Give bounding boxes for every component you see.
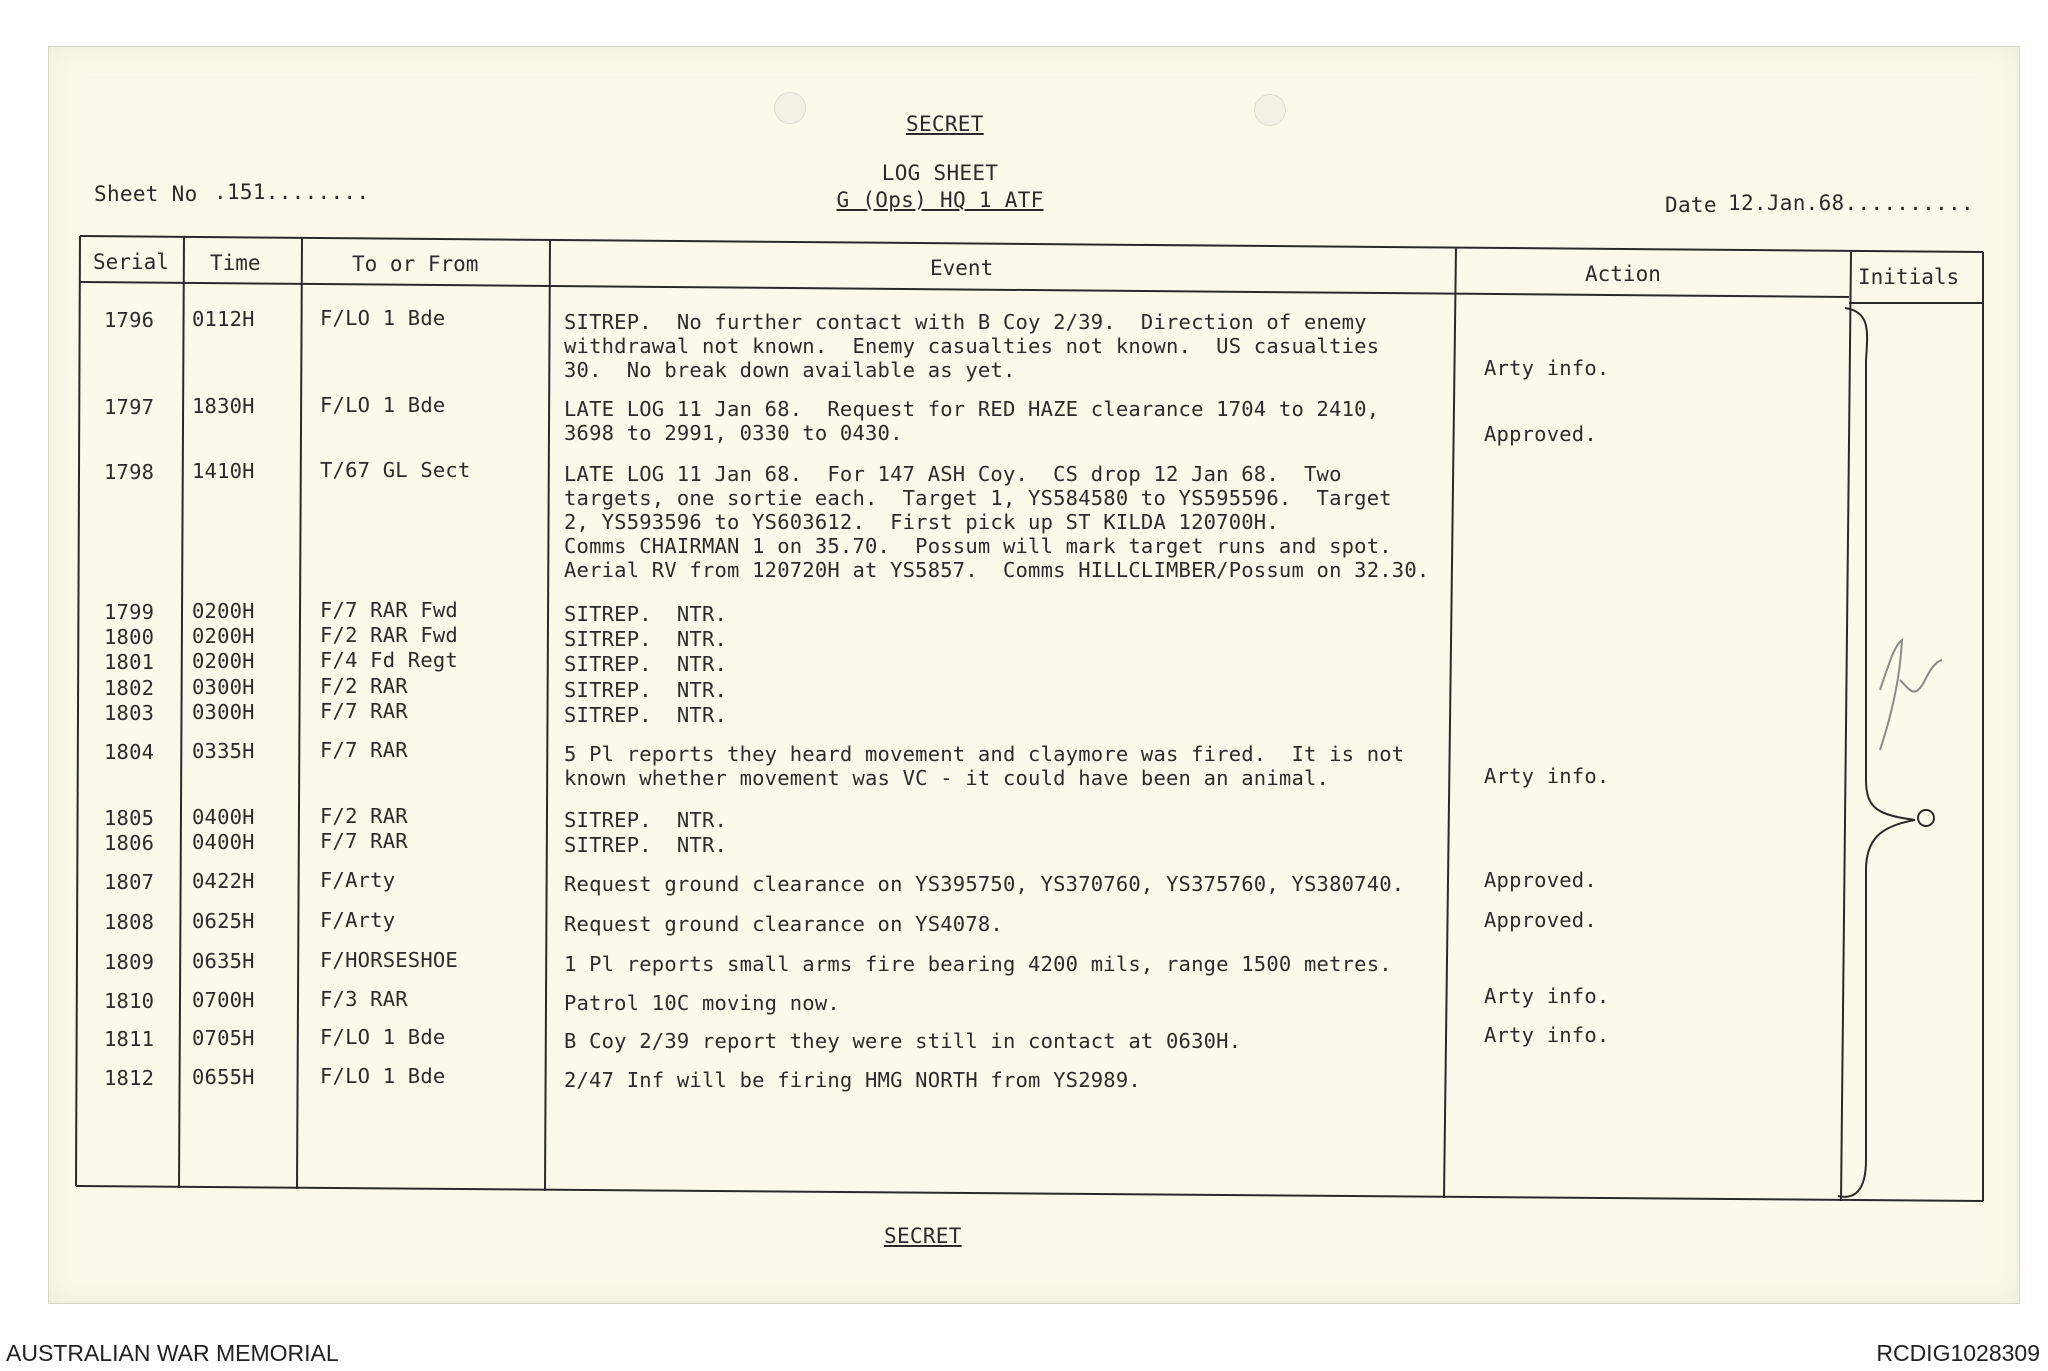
row-serial: 1802 — [104, 675, 155, 700]
column-header-to-or-from: To or From — [352, 252, 479, 276]
row-time: 0200H — [192, 649, 255, 674]
row-event-line: SITREP. NTR. — [564, 652, 728, 677]
row-time: 0422H — [192, 869, 255, 894]
sheet-number-label: Sheet No — [94, 182, 198, 206]
row-to-or-from: F/7 RAR — [320, 699, 408, 724]
row-event-line: targets, one sortie each. Target 1, YS584580 to YS595596. Target — [564, 486, 1392, 511]
row-time: 0705H — [192, 1026, 255, 1051]
sheet-number-value: .151........ — [214, 180, 370, 204]
row-time: 0335H — [192, 739, 255, 764]
row-event-line: LATE LOG 11 Jan 68. Request for RED HAZE clearance 1704 to 2410, — [564, 397, 1380, 422]
row-time: 0635H — [192, 949, 255, 974]
row-event-line: Patrol 10C moving now. — [564, 991, 840, 1016]
punch-hole-left — [774, 92, 806, 124]
row-to-or-from: F/4 Fd Regt — [320, 648, 458, 673]
row-serial: 1807 — [104, 869, 155, 894]
row-time: 0625H — [192, 909, 255, 934]
row-to-or-from: F/LO 1 Bde — [320, 393, 446, 418]
archive-identifier: RCDIG1028309 — [1876, 1340, 2040, 1366]
row-event-line: known whether movement was VC - it could have been an animal. — [564, 766, 1330, 791]
row-event-line: withdrawal not known. Enemy casualties not known. US casualties — [564, 334, 1380, 359]
row-event-line: 1 Pl reports small arms fire bearing 4200 mils, range 1500 metres. — [564, 952, 1392, 977]
unit-title: G (Ops) HQ 1 ATF — [836, 188, 1044, 212]
row-event-line: SITREP. NTR. — [564, 678, 728, 703]
date-label: Date — [1665, 193, 1717, 217]
row-event-line: 2, YS593596 to YS603612. First pick up ST KILDA 120700H. — [564, 510, 1279, 535]
row-event-line: 3698 to 2991, 0330 to 0430. — [564, 421, 903, 446]
row-serial: 1810 — [104, 988, 155, 1013]
row-to-or-from: F/LO 1 Bde — [320, 306, 446, 331]
row-time: 0400H — [192, 830, 255, 855]
row-event-line: SITREP. NTR. — [564, 627, 728, 652]
row-serial: 1800 — [104, 624, 155, 649]
row-event-line: B Coy 2/39 report they were still in contact at 0630H. — [564, 1029, 1242, 1054]
row-action: Arty info. — [1484, 1023, 1610, 1048]
row-action: Approved. — [1484, 422, 1597, 447]
row-to-or-from: T/67 GL Sect — [320, 458, 471, 483]
row-event-line: 2/47 Inf will be firing HMG NORTH from YS2989. — [564, 1068, 1141, 1093]
row-to-or-from: F/HORSESHOE — [320, 948, 458, 973]
row-time: 0400H — [192, 805, 255, 830]
row-event-line: Request ground clearance on YS4078. — [564, 912, 1003, 937]
row-action: Arty info. — [1484, 764, 1610, 789]
row-serial: 1804 — [104, 739, 155, 764]
column-header-action: Action — [1585, 262, 1661, 286]
row-to-or-from: F/7 RAR — [320, 829, 408, 854]
row-event-line: SITREP. NTR. — [564, 808, 728, 833]
row-to-or-from: F/LO 1 Bde — [320, 1025, 446, 1050]
row-serial: 1806 — [104, 830, 155, 855]
row-serial: 1812 — [104, 1065, 155, 1090]
row-serial: 1796 — [104, 307, 155, 332]
punch-hole-right — [1254, 94, 1286, 126]
row-serial: 1805 — [104, 805, 155, 830]
column-header-time: Time — [210, 251, 261, 275]
row-time: 0300H — [192, 700, 255, 725]
column-header-serial: Serial — [93, 250, 169, 274]
row-to-or-from: F/Arty — [320, 868, 396, 893]
archive-credit: AUSTRALIAN WAR MEMORIAL — [6, 1340, 339, 1366]
row-serial: 1801 — [104, 649, 155, 674]
row-action: Approved. — [1484, 868, 1597, 893]
row-action: Arty info. — [1484, 356, 1610, 381]
classification-top: SECRET — [906, 112, 984, 136]
row-to-or-from: F/3 RAR — [320, 987, 408, 1012]
row-serial: 1811 — [104, 1026, 155, 1051]
row-to-or-from: F/2 RAR — [320, 674, 408, 699]
row-event-line: Request ground clearance on YS395750, YS370760, YS375760, YS380740. — [564, 872, 1405, 897]
row-event-line: SITREP. NTR. — [564, 833, 728, 858]
row-time: 0200H — [192, 624, 255, 649]
row-to-or-from: F/7 RAR Fwd — [320, 598, 458, 623]
row-time: 0112H — [192, 307, 255, 332]
row-event-line: Comms CHAIRMAN 1 on 35.70. Possum will mark target runs and spot. — [564, 534, 1392, 559]
row-time: 0300H — [192, 675, 255, 700]
row-to-or-from: F/2 RAR Fwd — [320, 623, 458, 648]
row-to-or-from: F/Arty — [320, 908, 396, 933]
row-event-line: Aerial RV from 120720H at YS5857. Comms HILLCLIMBER/Possum on 32.30. — [564, 558, 1430, 583]
row-serial: 1797 — [104, 394, 155, 419]
column-header-event: Event — [930, 256, 994, 280]
row-serial: 1803 — [104, 700, 155, 725]
row-time: 1410H — [192, 459, 255, 484]
row-serial: 1799 — [104, 599, 155, 624]
row-time: 0700H — [192, 988, 255, 1013]
row-to-or-from: F/7 RAR — [320, 738, 408, 763]
row-event-line: LATE LOG 11 Jan 68. For 147 ASH Coy. CS drop 12 Jan 68. Two — [564, 462, 1342, 487]
row-event-line: SITREP. NTR. — [564, 602, 728, 627]
row-action: Approved. — [1484, 908, 1597, 933]
row-serial: 1808 — [104, 909, 155, 934]
row-event-line: 5 Pl reports they heard movement and claymore was fired. It is not — [564, 742, 1405, 767]
row-serial: 1798 — [104, 459, 155, 484]
log-sheet-title: LOG SHEET — [881, 161, 999, 185]
classification-bottom: SECRET — [884, 1224, 962, 1248]
column-header-initials: Initials — [1858, 265, 1960, 289]
row-to-or-from: F/LO 1 Bde — [320, 1064, 446, 1089]
row-action: Arty info. — [1484, 984, 1610, 1009]
row-event-line: 30. No break down available as yet. — [564, 358, 1016, 383]
row-to-or-from: F/2 RAR — [320, 804, 408, 829]
date-value: 12.Jan.68.......... — [1728, 191, 1974, 215]
row-serial: 1809 — [104, 949, 155, 974]
row-time: 0655H — [192, 1065, 255, 1090]
row-time: 1830H — [192, 394, 255, 419]
row-event-line: SITREP. NTR. — [564, 703, 728, 728]
row-event-line: SITREP. No further contact with B Coy 2/39. Direction of enemy — [564, 310, 1367, 335]
row-time: 0200H — [192, 599, 255, 624]
